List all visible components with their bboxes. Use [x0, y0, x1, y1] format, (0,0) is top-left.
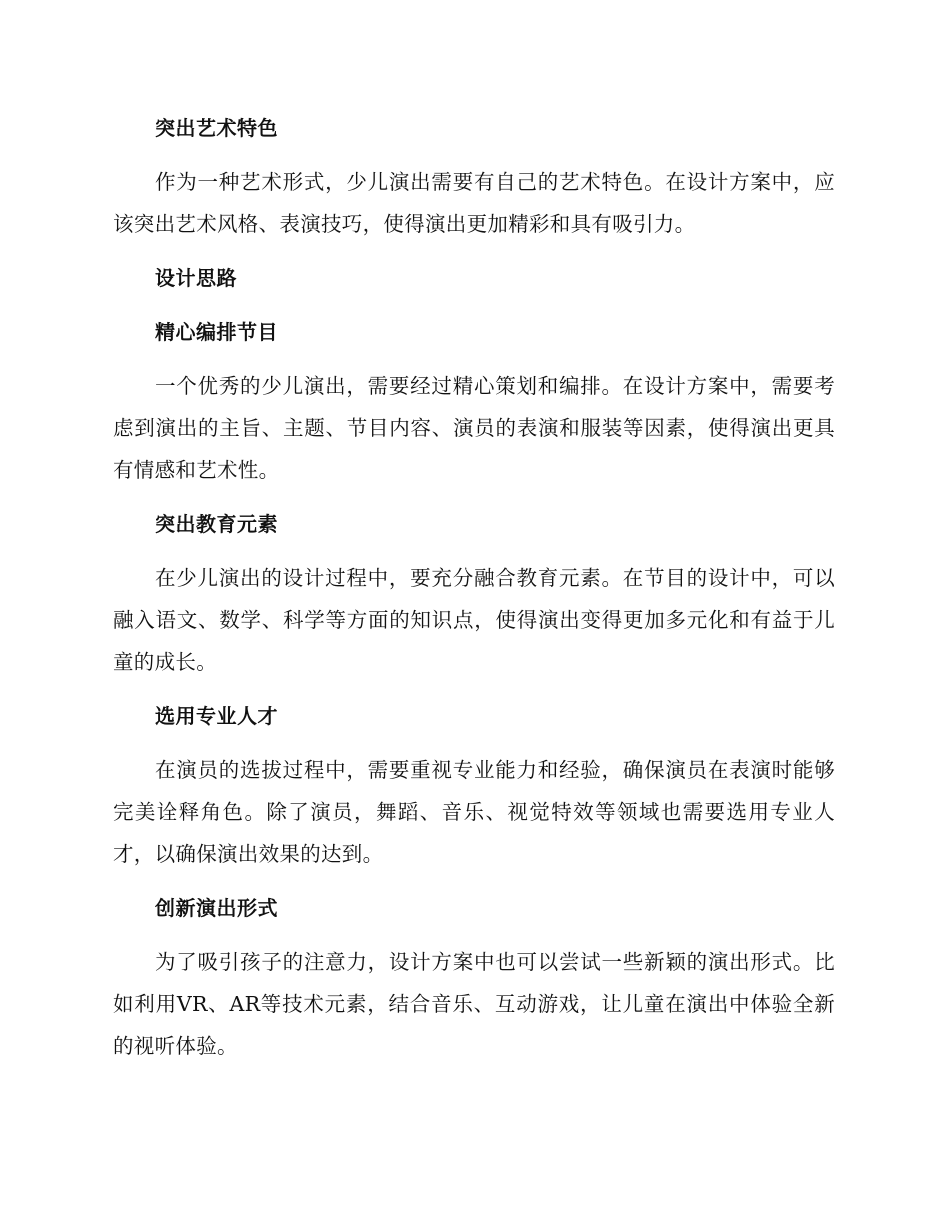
section-paragraph-education-elements: 在少儿演出的设计过程中，要充分融合教育元素。在节目的设计中，可以融入语文、数学、科学等方面的知识点，使得演出变得更加多元化和有益于儿童的成长。 [113, 566, 835, 674]
section-paragraph-program-arrangement: 一个优秀的少儿演出，需要经过精心策划和编排。在设计方案中，需要考虑到演出的主旨、主题、节目内容、演员的表演和服装等因素，使得演出更具有情感和艺术性。 [113, 374, 835, 482]
section-heading-design-ideas: 设计思路 [155, 266, 237, 290]
section-heading-innovative-forms: 创新演出形式 [155, 896, 278, 920]
document-body [113, 107, 835, 1079]
section-heading-professional-talent: 选用专业人才 [155, 704, 278, 728]
section-paragraph-professional-talent: 在演员的选拔过程中，需要重视专业能力和经验，确保演员在表演时能够完美诠释角色。除了演员，舞蹈、音乐、视觉特效等领域也需要选用专业人才，以确保演出效果的达到。 [113, 758, 835, 866]
section-paragraph-innovative-forms: 为了吸引孩子的注意力，设计方案中也可以尝试一些新颖的演出形式。比如利用VR、AR等技术元素，结合音乐、互动游戏，让儿童在演出中体验全新的视听体验。 [113, 950, 835, 1058]
section-heading-education-elements: 突出教育元素 [155, 512, 278, 536]
section-paragraph-art-features: 作为一种艺术形式，少儿演出需要有自己的艺术特色。在设计方案中，应该突出艺术风格、表演技巧，使得演出更加精彩和具有吸引力。 [113, 170, 835, 236]
section-heading-art-features: 突出艺术特色 [155, 116, 278, 140]
section-heading-program-arrangement: 精心编排节目 [155, 320, 278, 344]
